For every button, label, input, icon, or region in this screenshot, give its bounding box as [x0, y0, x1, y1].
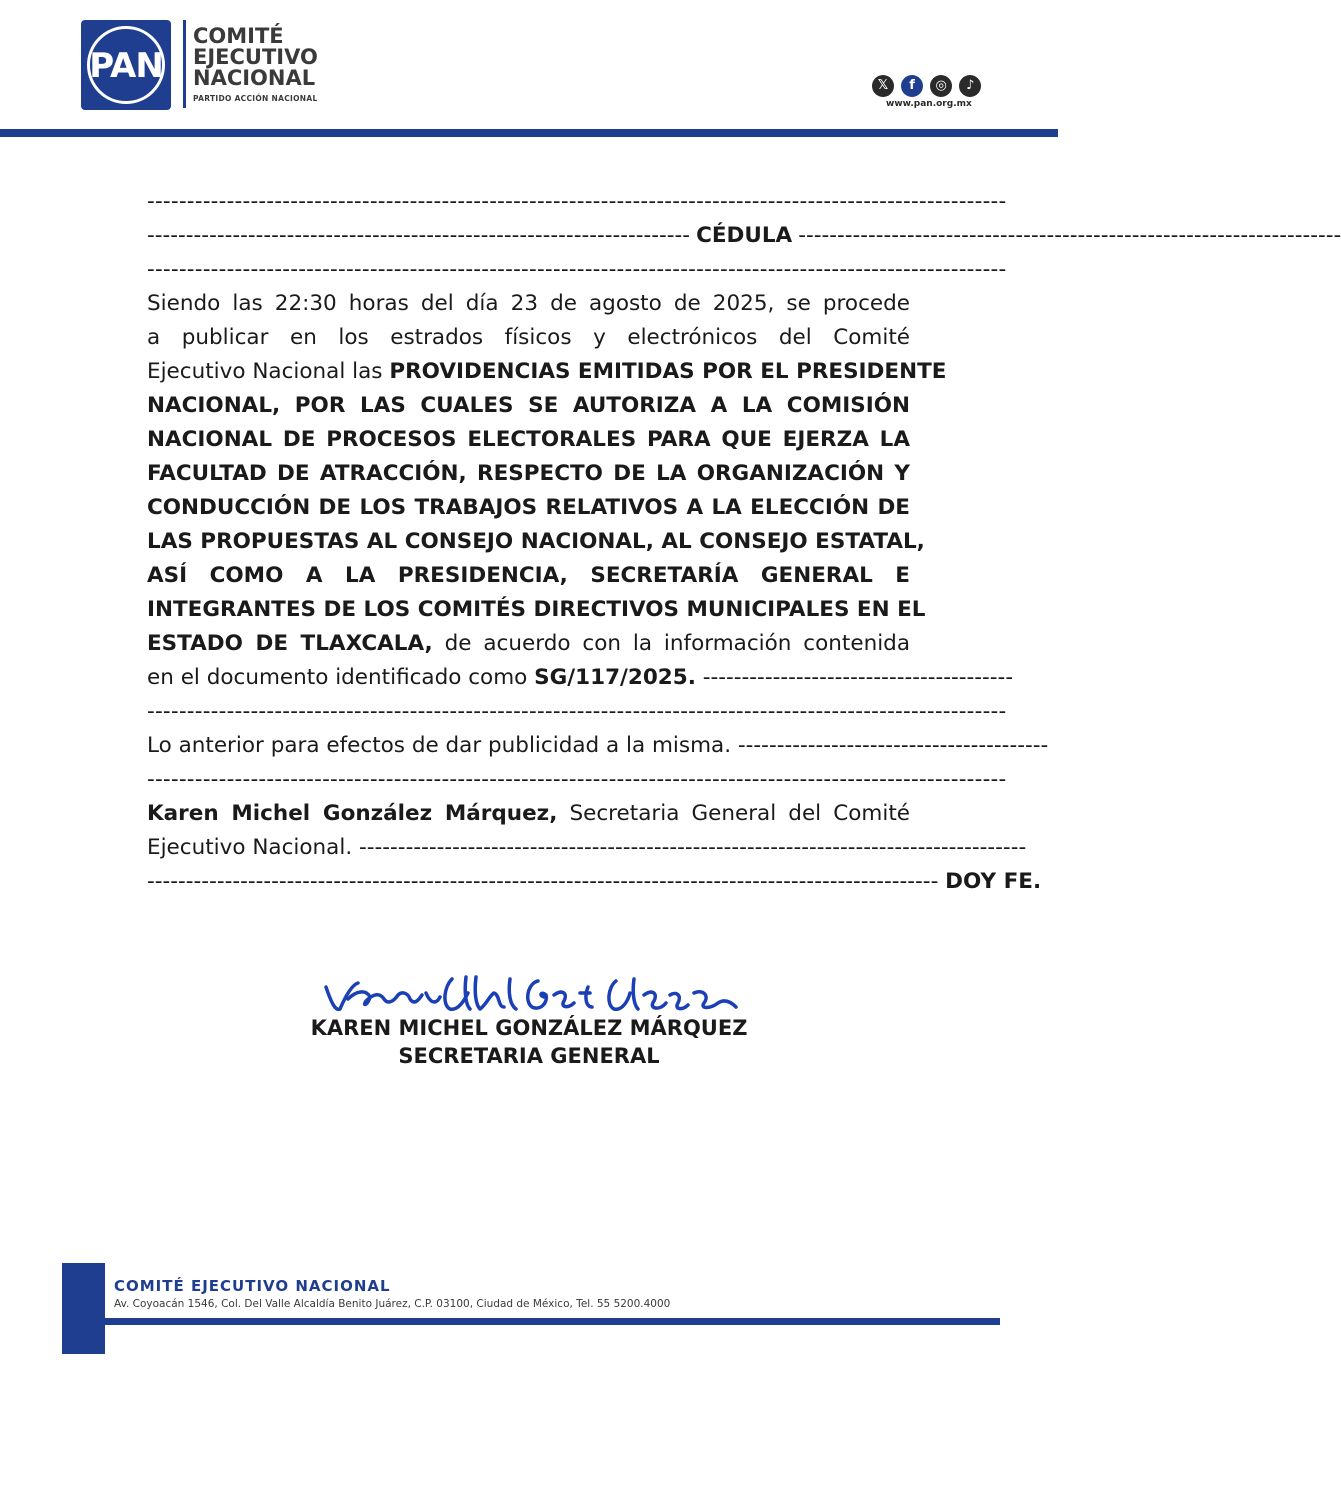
dash-line: ------------------------------------------------------------------------------------------------------------ — [147, 767, 1007, 792]
paragraph-line: Siendo las 22:30 horas del día 23 de agosto de 2025, se procede — [147, 291, 910, 316]
paragraph-line: Lo anterior para efectos de dar publicidad a la misma. ---------------------------------------- — [147, 733, 1049, 758]
document-body — [147, 185, 1341, 899]
closing-text: DOY FE. — [945, 869, 1042, 894]
dash-line: ------------------------------------------------------------------------------------------------------------ — [147, 257, 1007, 282]
footer-rule — [105, 1318, 1000, 1325]
document-title: CÉDULA — [696, 223, 793, 248]
website-link[interactable]: www.pan.org.mx — [886, 99, 972, 109]
title-line: ---------------------------------------------------------------------- CÉDULA ---------------------------------------------------------------------- — [147, 219, 910, 253]
logo-text: PAN — [89, 46, 163, 86]
dash-line: ------------------------------------------------------------------------------------------------------------ — [147, 699, 1007, 724]
footer-block — [62, 1263, 105, 1354]
footer-title: COMITÉ EJECUTIVO NACIONAL — [114, 1277, 391, 1295]
pan-logo — [81, 20, 171, 110]
paragraph-line: LAS PROPUESTAS AL CONSEJO NACIONAL, AL CONSEJO ESTATAL, — [147, 529, 925, 554]
paragraph-line: ASÍ COMO A LA PRESIDENCIA, SECRETARÍA GENERAL E — [147, 563, 910, 588]
paragraph-line: NACIONAL, POR LAS CUALES SE AUTORIZA A LA COMISIÓN — [147, 393, 910, 418]
paragraph-line: NACIONAL DE PROCESOS ELECTORALES PARA QUE EJERZA LA — [147, 427, 910, 452]
paragraph-line: ESTADO DE TLAXCALA, de acuerdo con la información contenida — [147, 631, 910, 656]
paragraph-line: en el documento identificado como SG/117/2025. ---------------------------------------- — [147, 661, 910, 695]
closing-line: ------------------------------------------------------------------------------------------------------ DOY FE. — [147, 865, 910, 899]
org-subtitle: PARTIDO ACCIÓN NACIONAL — [193, 94, 318, 103]
paragraph-line: FACULTAD DE ATRACCIÓN, RESPECTO DE LA ORGANIZACIÓN Y — [147, 461, 910, 486]
paragraph-line: CONDUCCIÓN DE LOS TRABAJOS RELATIVOS A LA ELECCIÓN DE — [147, 495, 910, 520]
paragraph-line: Karen Michel González Márquez, Secretaria General del Comité — [147, 801, 910, 826]
org-name: COMITÉ EJECUTIVO NACIONAL — [193, 24, 318, 90]
paragraph-line: INTEGRANTES DE LOS COMITÉS DIRECTIVOS MUNICIPALES EN EL — [147, 597, 926, 622]
x-icon[interactable]: 𝕏 — [872, 75, 894, 97]
facebook-icon[interactable]: f — [901, 75, 923, 97]
instagram-icon[interactable]: ◎ — [930, 75, 952, 97]
paragraph-line: Ejecutivo Nacional. -------------------------------------------------------------------------------------- — [147, 835, 1027, 860]
dash-line: ------------------------------------------------------------------------------------------------------------ — [147, 189, 1007, 214]
social-icons — [872, 74, 983, 97]
paragraph-line: a publicar en los estrados físicos y electrónicos del Comité — [147, 325, 910, 350]
paragraph-line: Ejecutivo Nacional las PROVIDENCIAS EMITIDAS POR EL PRESIDENTE — [147, 359, 947, 384]
logo-divider — [183, 20, 186, 108]
header-rule — [0, 129, 1058, 137]
signer-name: KAREN MICHEL GONZÁLEZ MÁRQUEZ — [310, 1016, 748, 1040]
tiktok-icon[interactable]: ♪ — [959, 75, 981, 97]
footer-address: Av. Coyoacán 1546, Col. Del Valle Alcaldía Benito Juárez, C.P. 03100, Ciudad de México, Tel. 55 5200.4000 — [114, 1298, 671, 1310]
document-reference: SG/117/2025. — [534, 665, 696, 690]
signer-title: SECRETARIA GENERAL — [398, 1044, 660, 1068]
